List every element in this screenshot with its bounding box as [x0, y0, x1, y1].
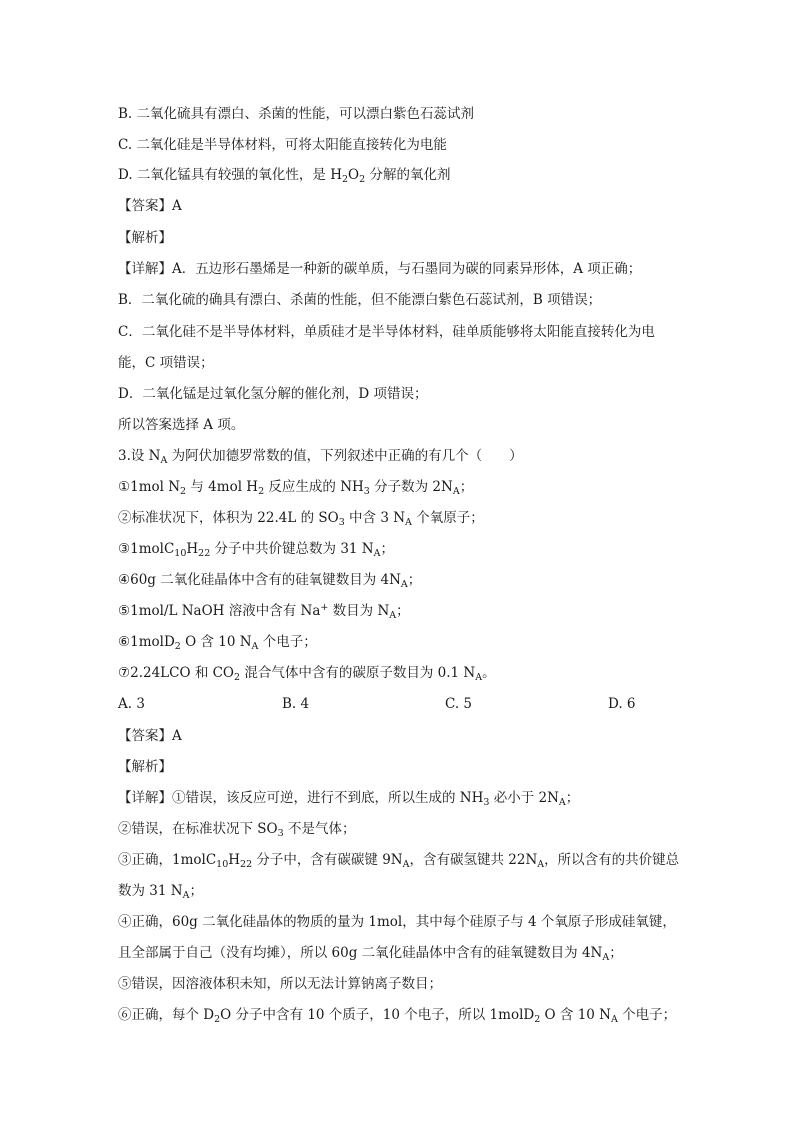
- text-run: ⑥正确，每个 D: [118, 1007, 215, 1023]
- text-run: O 含 10 N: [180, 634, 252, 650]
- subscript: 2: [342, 174, 349, 185]
- subscript: 2: [174, 641, 181, 652]
- text-run: 。: [482, 665, 496, 681]
- text-line: [118, 912, 676, 932]
- text-line: [118, 477, 473, 497]
- subscript: 22: [240, 859, 253, 870]
- text-run: 【详解】A．五边形石墨烯是一种新的碳单质，与石墨同为碳的同素异形体，A 项正确；: [118, 261, 642, 277]
- subscript: 3: [363, 486, 370, 497]
- text-run: 与 4mol H: [186, 479, 259, 495]
- text-line: [118, 757, 172, 777]
- text-run: 【答案】A: [118, 198, 182, 214]
- text-run: ①1mol N: [118, 479, 181, 495]
- subscript: 3: [338, 517, 345, 528]
- text-run: O 含 10 N: [540, 1007, 611, 1023]
- text-line: [118, 353, 214, 373]
- text-run: 个电子；: [258, 634, 317, 650]
- subscript: A: [611, 1014, 618, 1025]
- text-run: 混合气体中含有的碳原子数目为 0.1 N: [240, 665, 476, 681]
- text-line: [118, 663, 496, 683]
- text-run: ；: [380, 541, 394, 557]
- text-run: 为阿伏加德罗常数的值，下列叙述中正确的有几个（ ）: [167, 448, 523, 464]
- text-line: [118, 850, 679, 870]
- subscript: 10: [216, 859, 229, 870]
- text-run: ；: [396, 603, 410, 619]
- text-run: ，含有碳氢键共 22N: [409, 852, 538, 868]
- text-run: 分解的氧化剂: [365, 167, 451, 183]
- subscript: A: [537, 859, 545, 870]
- subscript: 2: [180, 486, 187, 497]
- text-run: 反应生成的 NH: [264, 479, 364, 495]
- text-line: [118, 196, 182, 216]
- text-run: 【详解】①错误，该反应可逆，进行不到底，所以生成的 NH: [118, 790, 484, 806]
- subscript: A: [251, 641, 259, 652]
- supscript: +: [320, 602, 329, 613]
- text-line: [118, 539, 394, 559]
- text-line: [118, 943, 623, 963]
- text-run: ；: [407, 572, 422, 588]
- text-run: ⑦2.24LCO 和 CO: [118, 665, 235, 681]
- text-run: ；: [565, 790, 580, 806]
- text-run: ⑤1mol/L NaOH 溶液中含有 Na: [118, 603, 321, 619]
- text-line: [118, 819, 355, 839]
- text-run: ③正确，1molC: [118, 852, 217, 868]
- answer-option: B. 4: [282, 696, 310, 712]
- subscript: A: [405, 517, 412, 528]
- text-run: H: [228, 852, 241, 868]
- text-run: 必小于 2N: [489, 790, 559, 806]
- answer-option: A. 3: [118, 696, 145, 712]
- text-line: [118, 632, 317, 652]
- subscript: A: [475, 672, 483, 683]
- subscript: 2: [214, 1014, 221, 1025]
- text-line: [118, 290, 601, 310]
- text-run: ；: [609, 945, 623, 961]
- text-run: 数目为 N: [328, 603, 390, 619]
- subscript: A: [452, 486, 460, 497]
- text-run: 个氧原子；: [411, 510, 484, 526]
- text-line: [118, 165, 450, 185]
- text-line: [118, 228, 172, 248]
- text-run: 数为 31 N: [118, 883, 183, 899]
- text-run: 不是气体；: [283, 821, 356, 837]
- text-run: 所以答案选择 A 项。: [118, 417, 245, 433]
- subscript: A: [602, 952, 610, 963]
- text-run: D．二氧化锰是过氧化氢分解的催化剂，D 项错误；: [118, 386, 428, 402]
- text-run: 能，C 项错误；: [118, 355, 214, 371]
- subscript: 2: [359, 174, 366, 185]
- text-run: 【答案】A: [118, 728, 182, 744]
- text-run: ④正确，60g 二氧化硅晶体的物质的量为 1mol，其中每个硅原子与 4 个氧原子形成硅氧键，: [118, 914, 676, 930]
- answer-option: D. 6: [608, 696, 636, 712]
- text-run: B. 二氧化硫具有漂白、杀菌的性能，可以漂白紫色石蕊试剂: [118, 106, 475, 122]
- subscript: A: [400, 579, 408, 590]
- text-line: [118, 135, 447, 155]
- subscript: 2: [534, 1014, 541, 1025]
- text-run: O: [348, 167, 360, 183]
- subscript: A: [558, 797, 566, 808]
- answer-option: C. 5: [445, 696, 473, 712]
- text-line: [118, 601, 410, 621]
- text-line: [118, 446, 523, 466]
- text-run: 中含 3 N: [344, 510, 406, 526]
- text-line: [118, 259, 641, 279]
- text-run: ；: [189, 883, 203, 899]
- text-line: [118, 384, 427, 404]
- subscript: A: [373, 548, 381, 559]
- text-run: ；: [459, 479, 474, 495]
- text-line: [118, 788, 579, 808]
- text-line: [118, 570, 421, 590]
- text-run: ③1molC: [118, 541, 175, 557]
- subscript: A: [182, 890, 190, 901]
- text-run: 个电子；: [617, 1007, 677, 1023]
- subscript: 22: [198, 548, 211, 559]
- text-run: ②错误，在标准状况下 SO: [118, 821, 278, 837]
- subscript: A: [389, 610, 397, 621]
- text-run: 【解析】: [118, 759, 172, 775]
- text-line: [118, 508, 484, 528]
- text-run: 3.设 N: [118, 448, 161, 464]
- text-run: C. 二氧化硅是半导体材料，可将太阳能直接转化为电能: [118, 137, 447, 153]
- subscript: 2: [258, 486, 265, 497]
- subscript: A: [402, 859, 410, 870]
- text-run: O 分子中含有 10 个质子，10 个电子，所以 1molD: [220, 1007, 535, 1023]
- subscript: 3: [277, 828, 284, 839]
- text-run: 分子数为 2N: [369, 479, 453, 495]
- text-line: [118, 974, 442, 994]
- text-run: 【解析】: [118, 230, 172, 246]
- text-run: 分子中共价键总数为 31 N: [210, 541, 374, 557]
- text-run: 分子中，含有碳碳键 9N: [252, 852, 403, 868]
- text-line: [118, 322, 655, 342]
- subscript: 3: [483, 797, 490, 808]
- subscript: 10: [174, 548, 187, 559]
- text-run: ②标准状况下，体积为 22.4L 的 SO: [118, 510, 339, 526]
- text-run: B．二氧化硫的确具有漂白、杀菌的性能，但不能漂白紫色石蕊试剂，B 项错误；: [118, 292, 602, 308]
- text-run: ⑥1molD: [118, 634, 175, 650]
- text-run: ⑤错误，因溶液体积未知，所以无法计算钠离子数目；: [118, 976, 442, 992]
- text-line: [118, 881, 203, 901]
- text-run: D. 二氧化锰具有较强的氧化性，是 H: [118, 167, 342, 183]
- text-run: H: [186, 541, 199, 557]
- text-line: [118, 726, 182, 746]
- text-line: [118, 104, 474, 124]
- text-run: 且全部属于自己（没有均摊），所以 60g 二氧化硅晶体中含有的硅氧键数目为 4N: [118, 945, 603, 961]
- text-line: [118, 415, 244, 435]
- text-run: C．二氧化硅不是半导体材料，单质硅才是半导体材料，硅单质能够将太阳能直接转化为电: [118, 324, 655, 340]
- subscript: 2: [234, 672, 241, 683]
- subscript: A: [160, 455, 168, 466]
- text-run: ，所以含有的共价键总: [544, 852, 680, 868]
- text-run: ④60g 二氧化硅晶体中含有的硅氧键数目为 4N: [118, 572, 401, 588]
- text-line: [118, 1005, 676, 1025]
